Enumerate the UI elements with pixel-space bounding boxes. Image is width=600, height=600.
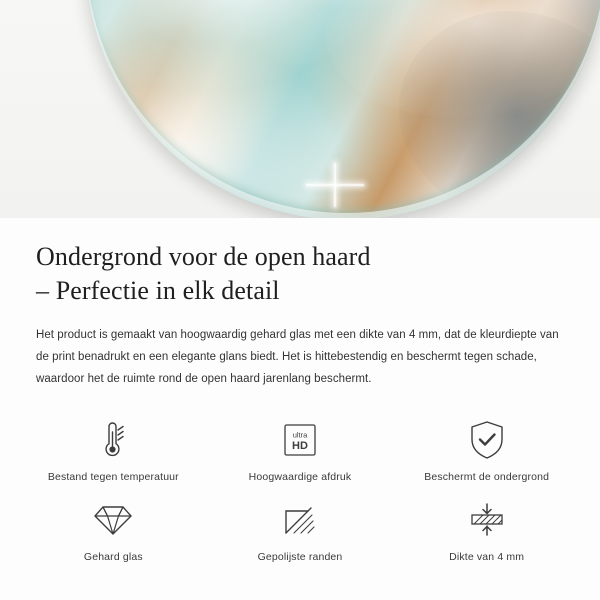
feature-grid [0, 417, 600, 563]
feature-item [207, 417, 394, 483]
feature-item [393, 417, 580, 483]
feature-label: Gehard glas [83, 550, 143, 563]
feature-label: Dikte van 4 mm [449, 550, 525, 563]
hero-product-image [0, 0, 600, 218]
headline-line-1: Ondergrond voor de open haard [36, 242, 371, 271]
thermometer-icon [96, 417, 130, 463]
feature-item [207, 497, 394, 563]
shield-check-icon [468, 417, 506, 463]
feature-label: Bestand tegen temperatuur [47, 470, 179, 483]
page-title [36, 240, 564, 308]
ultra-hd-icon [281, 417, 319, 463]
thickness-arrows-icon [465, 497, 509, 543]
feature-item [20, 497, 207, 563]
diamond-icon [93, 497, 133, 543]
feature-item [393, 497, 580, 563]
text-content [0, 218, 600, 391]
feature-item [20, 417, 207, 483]
polished-edges-icon [281, 497, 319, 543]
feature-label: Beschermt de ondergrond [424, 470, 550, 483]
glass-disc-graphic [86, 0, 600, 218]
description-paragraph: Het product is gemaakt van hoogwaardig gehard glas met een dikte van 4 mm, dat de kleurdiepte van de print benadrukt en een elegante glans biedt. Het is hittebestendig en beschermt tegen schade, waardoor het de ruimte rond de open haard jarenlang beschermt. [36, 328, 559, 386]
feature-label: Gepolijste randen [257, 550, 343, 563]
svg-text:ultra: ultra [292, 430, 308, 440]
feature-label: Hoogwaardige afdruk [248, 470, 352, 483]
headline-line-2: – Perfectie in elk detail [36, 275, 280, 305]
svg-text:HD: HD [292, 439, 308, 452]
